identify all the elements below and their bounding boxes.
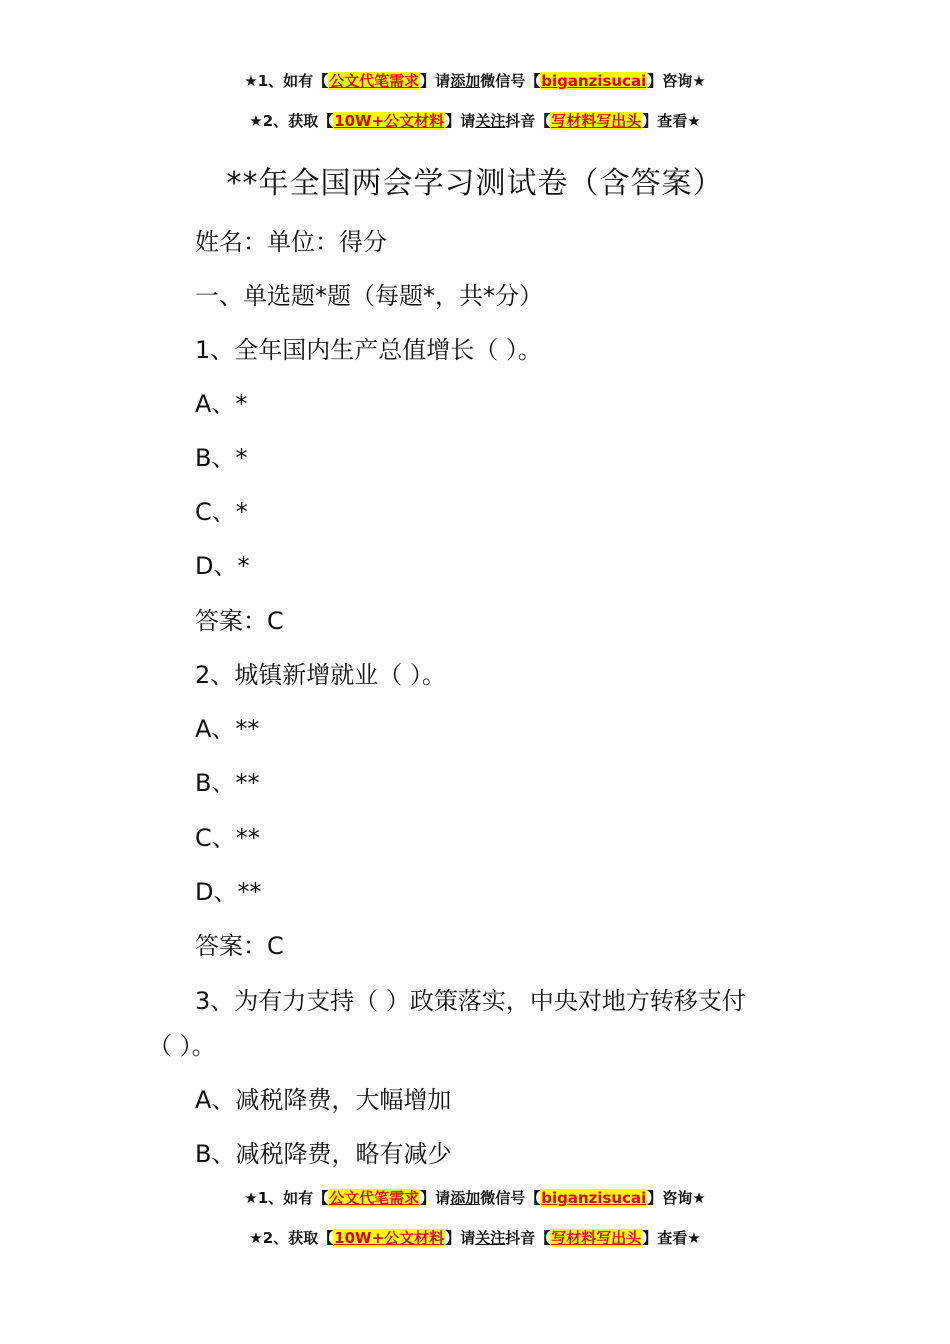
banner-text: 】请 [420,1189,451,1207]
info-line: 姓名：单位：得分 [195,228,387,256]
banner-highlight-service: 公文代笔需求 [329,1189,420,1207]
question-2-option-d: D、** [195,878,262,906]
question-2-answer: 答案：C [195,932,284,960]
banner-text: 】查看★ [642,1229,701,1247]
question-2-stem: 2、城镇新增就业（ ）。 [195,661,446,689]
banner-highlight-wechat-id: biganzisucai [541,1189,647,1207]
banner-text: ★2、获取【 [249,112,334,130]
banner-underlined: 添加 [450,1189,481,1207]
banner-underlined: 关注 [475,1229,506,1247]
banner-text: 抖音【 [505,1229,551,1247]
banner-text: 微信号【 [480,1189,541,1207]
question-1-option-c: C、* [195,498,248,526]
banner-text: ★1、如有【 [244,1189,329,1207]
question-2-option-c: C、** [195,824,260,852]
question-3-option-a: A、减税降费，大幅增加 [195,1086,452,1114]
question-3-option-b: B、减税降费，略有减少 [195,1140,452,1168]
promo-banner-bottom-line1 [0,1187,950,1208]
banner-text: 】请 [445,112,476,130]
banner-text: 】请 [420,72,451,90]
question-1-option-d: D、* [195,552,250,580]
banner-highlight-materials: 10W+公文材料 [334,112,445,130]
banner-text: ★1、如有【 [244,72,329,90]
banner-highlight-wechat-id: biganzisucai [541,72,647,90]
question-3-stem-line1: 3、为有力支持（ ）政策落实，中央对地方转移支付 [195,987,746,1015]
banner-text: 】请 [445,1229,476,1247]
promo-banner-bottom-line2 [0,1227,950,1248]
banner-highlight-service: 公文代笔需求 [329,72,420,90]
banner-text: 抖音【 [505,112,551,130]
promo-banner-top-line1 [0,70,950,91]
question-3-stem-line2: （ ）。 [148,1032,216,1060]
banner-text: 】咨询★ [647,1189,706,1207]
banner-text: 】咨询★ [647,72,706,90]
page-title: **年全国两会学习测试卷（含答案） [226,166,724,201]
question-2-option-b: B、** [195,769,260,797]
banner-highlight-materials: 10W+公文材料 [334,1229,445,1247]
banner-highlight-douyin: 写材料写出头 [551,112,642,130]
question-1-option-b: B、* [195,444,248,472]
banner-text: 微信号【 [480,72,541,90]
question-1-stem: 1、全年国内生产总值增长（ ）。 [195,336,542,364]
banner-highlight-douyin: 写材料写出头 [551,1229,642,1247]
question-1-answer: 答案：C [195,607,284,635]
banner-text: 】查看★ [642,112,701,130]
question-1-option-a: A、* [195,390,248,418]
banner-underlined: 添加 [450,72,481,90]
section-heading: 一、单选题*题（每题*，共*分） [195,282,543,310]
promo-banner-top-line2 [0,110,950,131]
question-2-option-a: A、** [195,715,260,743]
banner-text: ★2、获取【 [249,1229,334,1247]
banner-underlined: 关注 [475,112,506,130]
